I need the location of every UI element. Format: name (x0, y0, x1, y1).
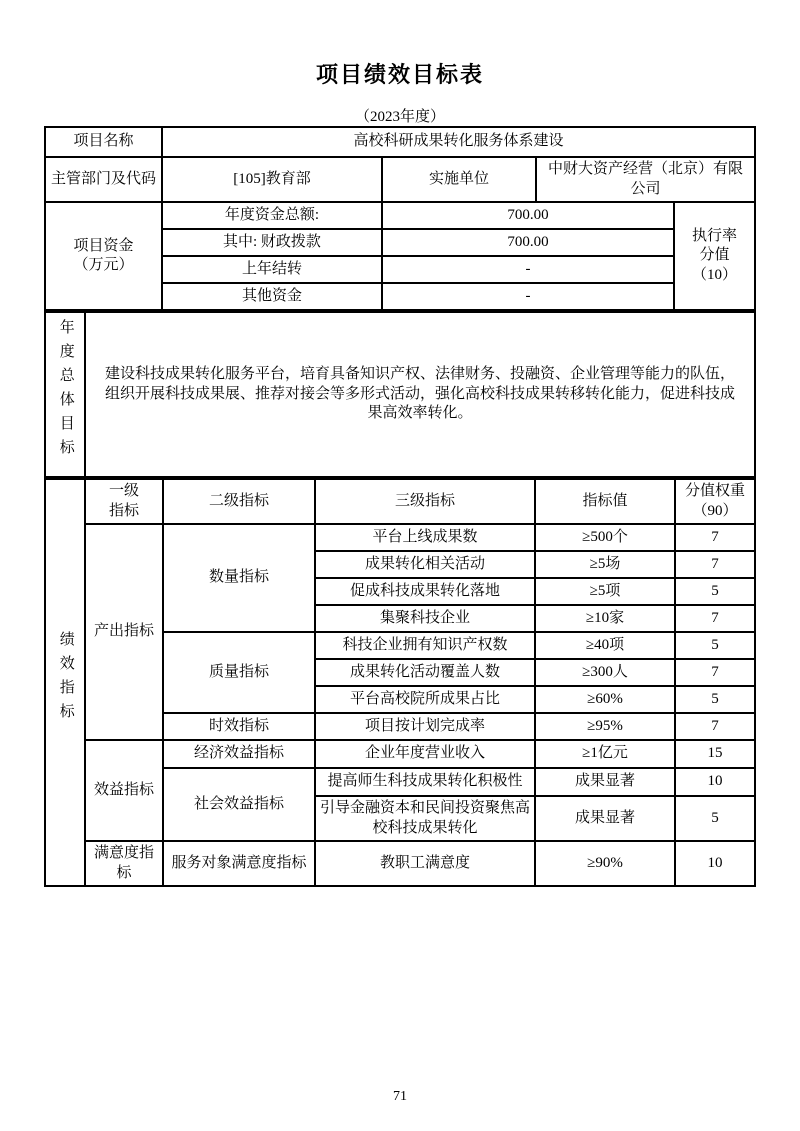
indicator-value-cell: ≥5场 (535, 551, 675, 578)
implementing-unit-label: 实施单位 (382, 157, 536, 202)
indicator-level2-cell: 社会效益指标 (163, 768, 315, 841)
indicator-weight-cell: 7 (675, 605, 755, 632)
indicator-level3-cell: 成果转化活动覆盖人数 (315, 659, 535, 686)
indicator-value-cell: ≥5项 (535, 578, 675, 605)
indicator-level3-cell: 平台上线成果数 (315, 524, 535, 551)
indicator-weight-cell: 7 (675, 551, 755, 578)
indicator-weight-cell: 15 (675, 740, 755, 768)
indicator-weight-cell: 10 (675, 841, 755, 886)
funding-item-label: 其中: 财政拨款 (162, 229, 382, 256)
department-label: 主管部门及代码 (45, 157, 162, 202)
annual-goal-row (45, 312, 755, 477)
project-info-table (44, 126, 756, 311)
funding-section-label: 项目资金 （万元） (45, 202, 162, 310)
indicator-row (45, 524, 755, 551)
funding-item-value: - (382, 256, 674, 283)
indicator-level3-cell: 提高师生科技成果转化积极性 (315, 768, 535, 796)
indicator-value-cell: ≥10家 (535, 605, 675, 632)
department-row (45, 157, 755, 202)
indicator-level3-cell: 引导金融资本和民间投资聚焦高校科技成果转化 (315, 796, 535, 841)
header-level2: 二级指标 (163, 479, 315, 524)
indicator-level3-cell: 企业年度营业收入 (315, 740, 535, 768)
page-subtitle: （2023年度） (354, 109, 445, 125)
indicator-weight-cell: 7 (675, 659, 755, 686)
indicator-value-cell: ≥1亿元 (535, 740, 675, 768)
performance-indicators-side-label: 绩效指标 (57, 631, 74, 728)
project-name-row (45, 127, 755, 157)
indicator-value-cell: ≥300人 (535, 659, 675, 686)
indicator-value-cell: ≥95% (535, 713, 675, 740)
funding-item-label: 年度资金总额: (162, 202, 382, 229)
indicator-level3-cell: 集聚科技企业 (315, 605, 535, 632)
page-title: 项目绩效目标表 (315, 62, 484, 87)
indicator-weight-cell: 5 (675, 796, 755, 841)
execution-rate-score-label: 执行率 分值 （10） (674, 202, 755, 310)
indicator-value-cell: ≥500个 (535, 524, 675, 551)
indicator-weight-cell: 7 (675, 713, 755, 740)
indicator-level3-cell: 教职工满意度 (315, 841, 535, 886)
header-level3: 三级指标 (315, 479, 535, 524)
indicator-level2-cell: 数量指标 (163, 524, 315, 632)
annual-goal-label: 年度总体目标 (57, 319, 74, 464)
annual-goal-label-cell (45, 312, 85, 477)
indicator-row (45, 841, 755, 886)
indicator-level3-cell: 项目按计划完成率 (315, 713, 535, 740)
indicator-level1-cell: 效益指标 (85, 740, 163, 841)
indicator-level3-cell: 平台高校院所成果占比 (315, 686, 535, 713)
header-level1: 一级 指标 (85, 479, 163, 524)
indicator-level2-cell: 服务对象满意度指标 (163, 841, 315, 886)
funding-item-value: 700.00 (382, 229, 674, 256)
annual-goal-text: 建设科技成果转化服务平台，培育具备知识产权、法律财务、投融资、企业管理等能力的队伍，组织开展科技成果展、推荐对接会等多形式活动，强化高校科技成果转移转化能力，促进科技成果高效率转化。 (85, 312, 755, 477)
indicator-value-cell: ≥60% (535, 686, 675, 713)
indicator-level3-cell: 成果转化相关活动 (315, 551, 535, 578)
indicator-row (45, 740, 755, 768)
funding-item-label: 其他资金 (162, 283, 382, 310)
funding-row (45, 202, 755, 229)
annual-goal-table (44, 311, 756, 478)
indicator-level2-cell: 经济效益指标 (163, 740, 315, 768)
header-weight: 分值权重 （90） (675, 479, 755, 524)
funding-item-label: 上年结转 (162, 256, 382, 283)
indicator-weight-cell: 5 (675, 686, 755, 713)
indicator-level1-cell: 产出指标 (85, 524, 163, 740)
indicator-value-cell: 成果显著 (535, 796, 675, 841)
indicator-level1-cell: 满意度指标 (85, 841, 163, 886)
project-name-value: 高校科研成果转化服务体系建设 (162, 127, 755, 157)
indicator-level3-cell: 科技企业拥有知识产权数 (315, 632, 535, 659)
project-name-label: 项目名称 (45, 127, 162, 157)
implementing-unit-value: 中财大资产经营（北京）有限公司 (536, 157, 755, 202)
funding-item-value: - (382, 283, 674, 310)
department-value: [105]教育部 (162, 157, 382, 202)
indicators-header-row (45, 479, 755, 524)
indicator-value-cell: 成果显著 (535, 768, 675, 796)
indicator-weight-cell: 5 (675, 578, 755, 605)
funding-item-value: 700.00 (382, 202, 674, 229)
indicator-weight-cell: 10 (675, 768, 755, 796)
indicators-table (44, 478, 756, 887)
indicator-weight-cell: 7 (675, 524, 755, 551)
indicator-value-cell: ≥90% (535, 841, 675, 886)
indicator-level2-cell: 质量指标 (163, 632, 315, 713)
header-value: 指标值 (535, 479, 675, 524)
page-number: 71 (393, 1089, 407, 1104)
indicator-level3-cell: 促成科技成果转化落地 (315, 578, 535, 605)
indicator-value-cell: ≥40项 (535, 632, 675, 659)
indicator-level2-cell: 时效指标 (163, 713, 315, 740)
performance-indicators-side-cell (45, 479, 85, 886)
indicator-weight-cell: 5 (675, 632, 755, 659)
